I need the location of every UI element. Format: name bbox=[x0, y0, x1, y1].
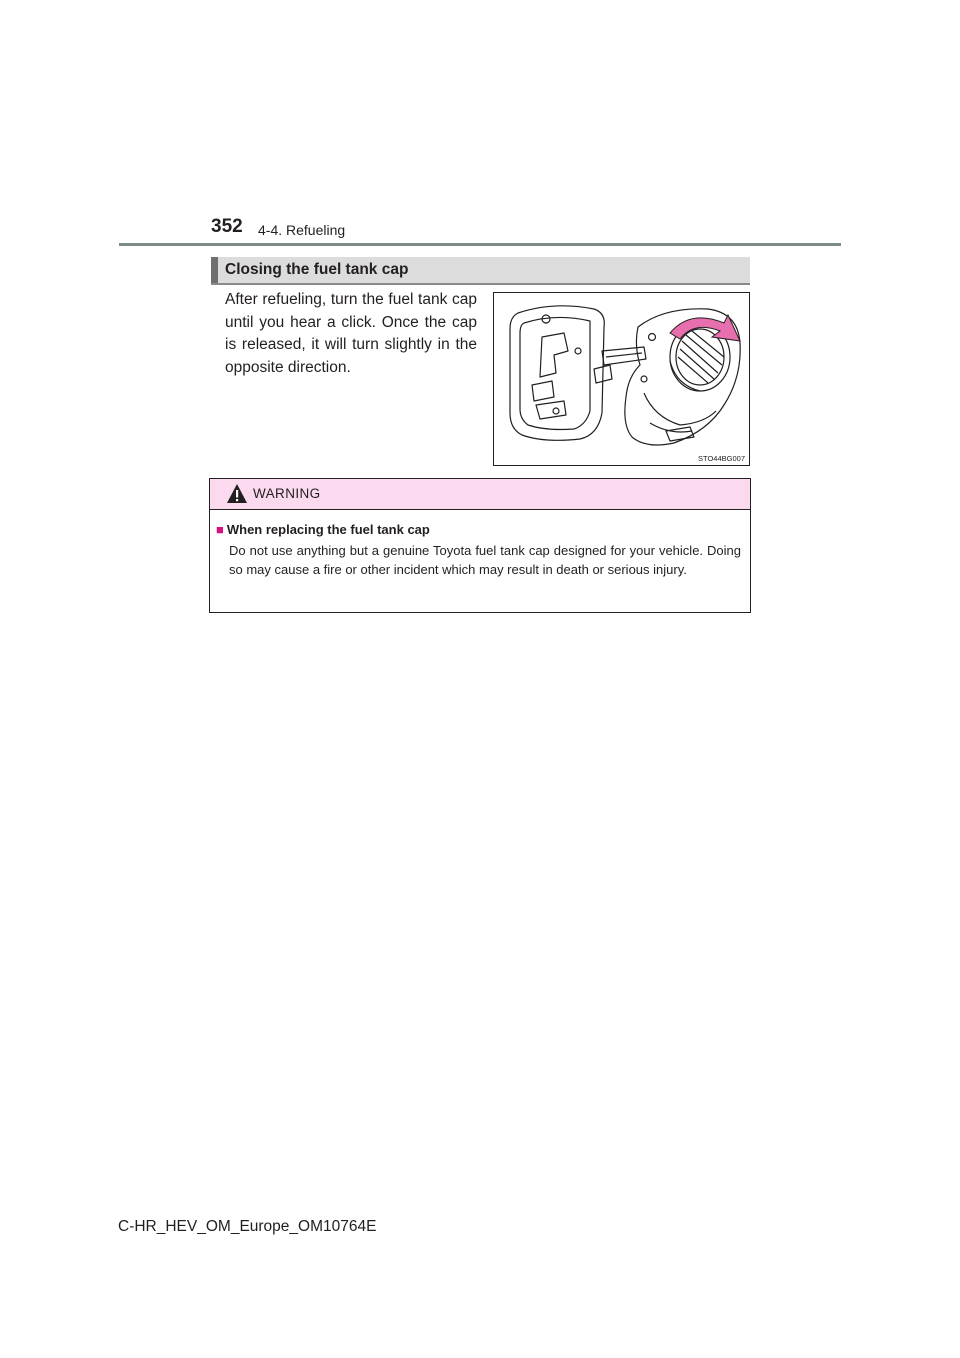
rotation-arrow bbox=[670, 315, 740, 341]
warning-item-title-text: When replacing the fuel tank cap bbox=[226, 522, 430, 537]
header-rule bbox=[119, 243, 841, 246]
warning-label: WARNING bbox=[253, 486, 321, 501]
figure-code: STO44BG007 bbox=[698, 454, 745, 463]
subheading-title: Closing the fuel tank cap bbox=[225, 261, 409, 278]
warning-item-title bbox=[216, 522, 430, 537]
fuel-door-drawing bbox=[494, 293, 749, 465]
page-number: 352 bbox=[211, 216, 243, 237]
document-footer: C-HR_HEV_OM_Europe_OM10764E bbox=[118, 1218, 377, 1235]
warning-icon bbox=[226, 483, 248, 504]
subheading-accent bbox=[211, 257, 218, 283]
warning-text: Do not use anything but a genuine Toyota fuel tank cap designed for your vehicle. Doing so may cause a fire or other incident which may result in death or serious injury. bbox=[229, 543, 741, 577]
subheading-bar bbox=[211, 257, 750, 285]
warning-box bbox=[209, 478, 751, 613]
warning-header bbox=[210, 479, 750, 510]
square-bullet-icon: ■ bbox=[216, 522, 224, 537]
fuel-cap-illustration bbox=[493, 292, 750, 466]
section-title: 4-4. Refueling bbox=[258, 222, 346, 238]
instruction-text: After refueling, turn the fuel tank cap until you hear a click. Once the cap is released, it will turn slightly in the opposite direction. bbox=[225, 291, 477, 376]
